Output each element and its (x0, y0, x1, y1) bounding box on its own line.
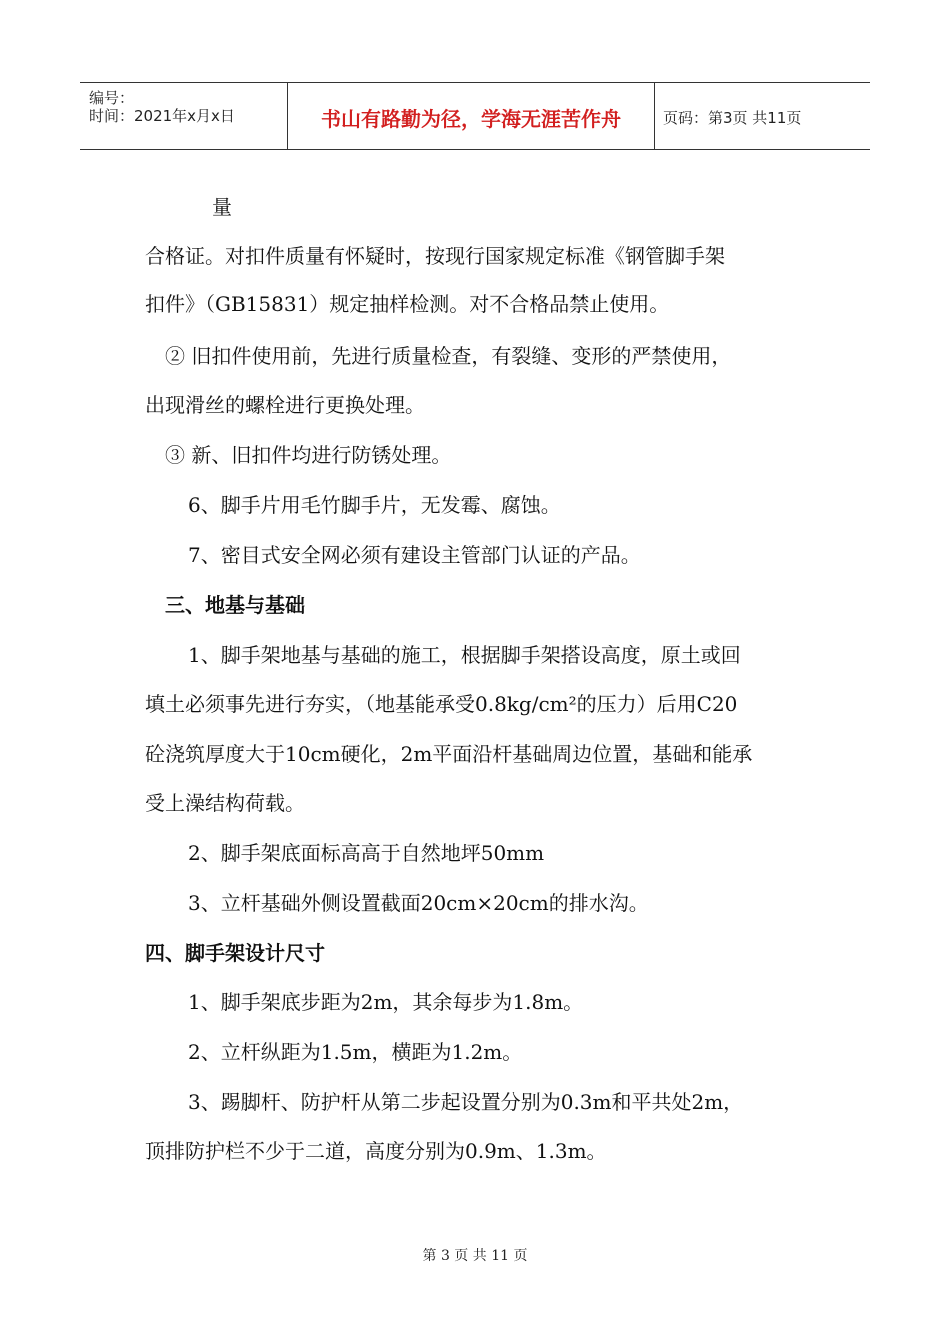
body-line: 6、脚手片用毛竹脚手片，无发霉、腐蚀。 (188, 493, 561, 517)
body-line: 顶排防护栏不少于二道，高度分别为0.9m、1.3m。 (145, 1139, 607, 1163)
motto-text: 书山有路勤为径，学海无涯苦作舟 (321, 107, 621, 131)
page-info: 页码：第3页 共11页 (663, 109, 802, 127)
header-page-cell (655, 83, 870, 149)
header-meta-cell (80, 83, 288, 149)
body-line: 扣件》（GB15831）规定抽样检测。对不合格品禁止使用。 (145, 292, 670, 316)
header-motto-cell (288, 83, 655, 149)
body-line: 7、密目式安全网必须有建设主管部门认证的产品。 (188, 543, 641, 567)
body-line: 受上澡结构荷载。 (145, 791, 305, 815)
document-header (80, 82, 870, 150)
body-line: 3、立杆基础外侧设置截面20cm×20cm的排水沟。 (188, 891, 649, 915)
serial-label: 编号： (89, 89, 135, 107)
body-line: 砼浇筑厚度大于10cm硬化，2m平面沿杆基础周边位置，基础和能承 (145, 742, 753, 766)
body-line: 量 (212, 195, 232, 219)
body-line: 出现滑丝的螺栓进行更换处理。 (145, 393, 425, 417)
body-line: 2、立杆纵距为1.5m，横距为1.2m。 (188, 1040, 523, 1064)
page-footer: 第 3 页 共 11 页 (422, 1248, 528, 1264)
body-line: 填土必须事先进行夯实，（地基能承受0.8kg/cm²的压力）后用C20 (145, 692, 738, 716)
body-line: 3、踢脚杆、防护杆从第二步起设置分别为0.3m和平共处2m， (188, 1090, 744, 1114)
body-line: 1、脚手架底步距为2m，其余每步为1.8m。 (188, 990, 584, 1014)
date-label: 时间：2021年x月x日 (89, 107, 235, 125)
section-heading: 四、脚手架设计尺寸 (145, 941, 325, 965)
body-line: ③ 新、旧扣件均进行防锈处理。 (165, 443, 452, 467)
section-heading: 三、地基与基础 (165, 593, 305, 617)
body-line: 1、脚手架地基与基础的施工，根据脚手架搭设高度，原土或回 (188, 643, 741, 667)
body-line: 2、脚手架底面标高高于自然地坪50mm (188, 841, 545, 865)
body-line: 合格证。对扣件质量有怀疑时，按现行国家规定标准《钢管脚手架 (145, 244, 725, 268)
body-line: ② 旧扣件使用前，先进行质量检查，有裂缝、变形的严禁使用， (165, 344, 732, 368)
